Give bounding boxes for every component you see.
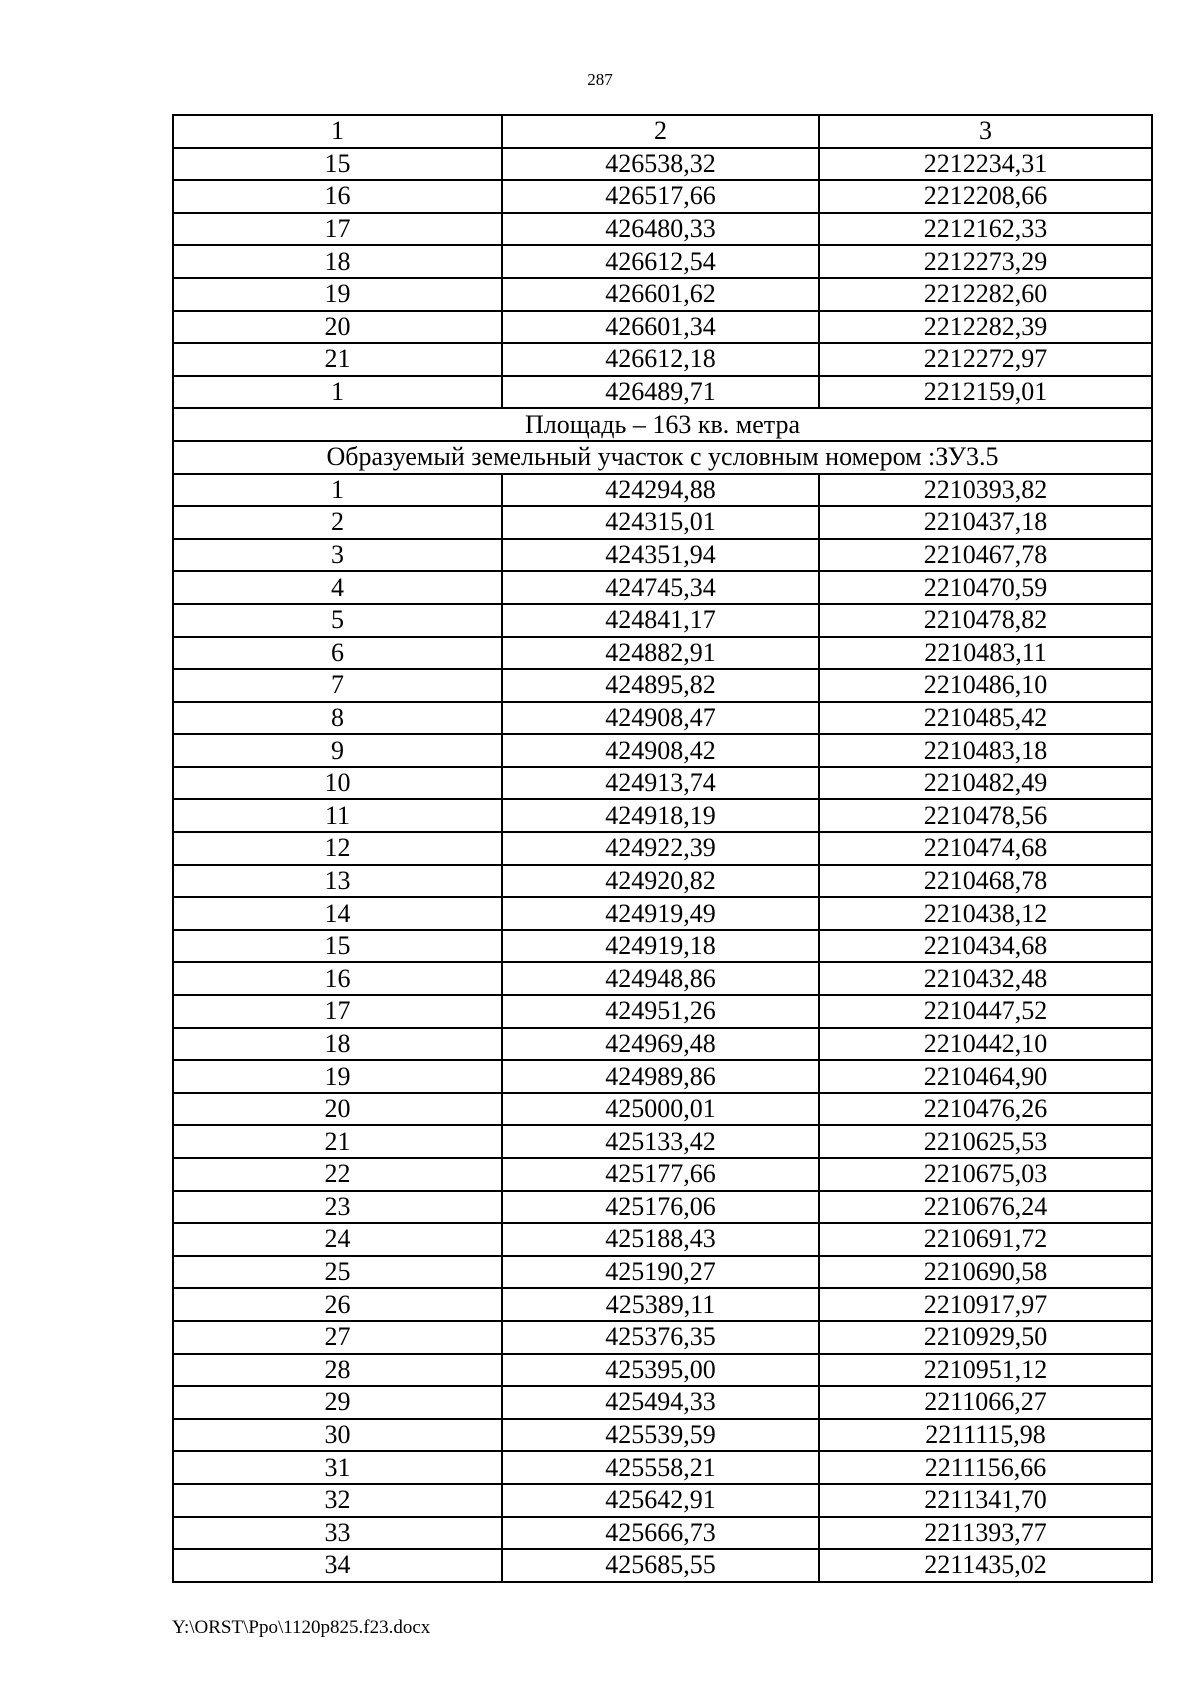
area-note-row	[173, 408, 1152, 441]
table-row	[173, 506, 1152, 539]
x-coordinate-cell: 425539,59	[502, 1419, 819, 1452]
point-number-cell: 10	[173, 767, 502, 800]
y-coordinate-cell: 2211156,66	[819, 1451, 1152, 1484]
point-number-cell: 20	[173, 311, 502, 344]
point-number-cell: 6	[173, 637, 502, 670]
table-row	[173, 278, 1152, 311]
y-coordinate-cell: 2210951,12	[819, 1354, 1152, 1387]
x-coordinate-cell: 425642,91	[502, 1484, 819, 1517]
x-coordinate-cell: 424913,74	[502, 767, 819, 800]
x-coordinate-cell: 425494,33	[502, 1386, 819, 1419]
x-coordinate-cell: 425000,01	[502, 1093, 819, 1126]
table-row	[173, 1354, 1152, 1387]
point-number-cell: 27	[173, 1321, 502, 1354]
x-coordinate-cell: 424294,88	[502, 474, 819, 507]
page-number: 287	[587, 70, 613, 89]
point-number-cell: 7	[173, 669, 502, 702]
column-header-2: 2	[502, 115, 819, 148]
point-number-cell: 1	[173, 474, 502, 507]
section-title: Образуемый земельный участок с условным номером :ЗУ3.5	[173, 441, 1152, 474]
point-number-cell: 16	[173, 962, 502, 995]
point-number-cell: 12	[173, 832, 502, 865]
point-number-cell: 24	[173, 1223, 502, 1256]
table-row	[173, 767, 1152, 800]
x-coordinate-cell: 425558,21	[502, 1451, 819, 1484]
y-coordinate-cell: 2211435,02	[819, 1549, 1152, 1582]
x-coordinate-cell: 424918,19	[502, 799, 819, 832]
y-coordinate-cell: 2210485,42	[819, 702, 1152, 735]
y-coordinate-cell: 2210691,72	[819, 1223, 1152, 1256]
table-row	[173, 180, 1152, 213]
x-coordinate-cell: 426517,66	[502, 180, 819, 213]
point-number-cell: 30	[173, 1419, 502, 1452]
point-number-cell: 15	[173, 148, 502, 181]
y-coordinate-cell: 2210478,56	[819, 799, 1152, 832]
x-coordinate-cell: 425685,55	[502, 1549, 819, 1582]
point-number-cell: 17	[173, 995, 502, 1028]
point-number-cell: 15	[173, 930, 502, 963]
x-coordinate-cell: 426489,71	[502, 376, 819, 409]
table-row	[173, 213, 1152, 246]
point-number-cell: 18	[173, 1028, 502, 1061]
y-coordinate-cell: 2210483,18	[819, 734, 1152, 767]
x-coordinate-cell: 424908,42	[502, 734, 819, 767]
column-header-3: 3	[819, 115, 1152, 148]
x-coordinate-cell: 424315,01	[502, 506, 819, 539]
y-coordinate-cell: 2210434,68	[819, 930, 1152, 963]
y-coordinate-cell: 2210929,50	[819, 1321, 1152, 1354]
y-coordinate-cell: 2210675,03	[819, 1158, 1152, 1191]
x-coordinate-cell: 424922,39	[502, 832, 819, 865]
y-coordinate-cell: 2210438,12	[819, 897, 1152, 930]
point-number-cell: 2	[173, 506, 502, 539]
table-row	[173, 1060, 1152, 1093]
table-row	[173, 1223, 1152, 1256]
y-coordinate-cell: 2210447,52	[819, 995, 1152, 1028]
table-row	[173, 897, 1152, 930]
y-coordinate-cell: 2211066,27	[819, 1386, 1152, 1419]
y-coordinate-cell: 2212234,31	[819, 148, 1152, 181]
y-coordinate-cell: 2212272,97	[819, 343, 1152, 376]
footer-file-path: Y:\ORST\Ppo\1120p825.f23.docx	[172, 1617, 431, 1638]
table-row	[173, 148, 1152, 181]
table-row	[173, 1028, 1152, 1061]
x-coordinate-cell: 424969,48	[502, 1028, 819, 1061]
y-coordinate-cell: 2211393,77	[819, 1517, 1152, 1550]
y-coordinate-cell: 2211115,98	[819, 1419, 1152, 1452]
section-title-row	[173, 441, 1152, 474]
table-row	[173, 376, 1152, 409]
y-coordinate-cell: 2210476,26	[819, 1093, 1152, 1126]
x-coordinate-cell: 425177,66	[502, 1158, 819, 1191]
x-coordinate-cell: 426612,54	[502, 245, 819, 278]
y-coordinate-cell: 2210486,10	[819, 669, 1152, 702]
table-row	[173, 799, 1152, 832]
x-coordinate-cell: 424908,47	[502, 702, 819, 735]
x-coordinate-cell: 424882,91	[502, 637, 819, 670]
table-row	[173, 1451, 1152, 1484]
y-coordinate-cell: 2210437,18	[819, 506, 1152, 539]
x-coordinate-cell: 425190,27	[502, 1256, 819, 1289]
x-coordinate-cell: 424951,26	[502, 995, 819, 1028]
table-row	[173, 1288, 1152, 1321]
y-coordinate-cell: 2210474,68	[819, 832, 1152, 865]
coordinates-table	[172, 114, 1153, 1583]
y-coordinate-cell: 2210625,53	[819, 1125, 1152, 1158]
point-number-cell: 1	[173, 376, 502, 409]
y-coordinate-cell: 2212273,29	[819, 245, 1152, 278]
table-row	[173, 1419, 1152, 1452]
x-coordinate-cell: 425188,43	[502, 1223, 819, 1256]
x-coordinate-cell: 424351,94	[502, 539, 819, 572]
table-row	[173, 311, 1152, 344]
point-number-cell: 21	[173, 1125, 502, 1158]
point-number-cell: 31	[173, 1451, 502, 1484]
y-coordinate-cell: 2210676,24	[819, 1191, 1152, 1224]
x-coordinate-cell: 426612,18	[502, 343, 819, 376]
x-coordinate-cell: 424919,18	[502, 930, 819, 963]
table-row	[173, 962, 1152, 995]
table-row	[173, 343, 1152, 376]
point-number-cell: 11	[173, 799, 502, 832]
y-coordinate-cell: 2210478,82	[819, 604, 1152, 637]
table-row	[173, 1484, 1152, 1517]
x-coordinate-cell: 425395,00	[502, 1354, 819, 1387]
point-number-cell: 22	[173, 1158, 502, 1191]
point-number-cell: 3	[173, 539, 502, 572]
coordinates-table-body	[173, 115, 1152, 1582]
x-coordinate-cell: 424919,49	[502, 897, 819, 930]
point-number-cell: 16	[173, 180, 502, 213]
table-row	[173, 1125, 1152, 1158]
point-number-cell: 4	[173, 571, 502, 604]
table-row	[173, 1517, 1152, 1550]
y-coordinate-cell: 2212208,66	[819, 180, 1152, 213]
y-coordinate-cell: 2210470,59	[819, 571, 1152, 604]
table-row	[173, 539, 1152, 572]
column-header-1: 1	[173, 115, 502, 148]
point-number-cell: 18	[173, 245, 502, 278]
y-coordinate-cell: 2210483,11	[819, 637, 1152, 670]
point-number-cell: 34	[173, 1549, 502, 1582]
point-number-cell: 26	[173, 1288, 502, 1321]
x-coordinate-cell: 425176,06	[502, 1191, 819, 1224]
x-coordinate-cell: 424745,34	[502, 571, 819, 604]
table-row	[173, 734, 1152, 767]
point-number-cell: 19	[173, 1060, 502, 1093]
y-coordinate-cell: 2212282,60	[819, 278, 1152, 311]
y-coordinate-cell: 2212282,39	[819, 311, 1152, 344]
table-row	[173, 865, 1152, 898]
table-row	[173, 637, 1152, 670]
table-row	[173, 1256, 1152, 1289]
y-coordinate-cell: 2210917,97	[819, 1288, 1152, 1321]
table-row	[173, 1093, 1152, 1126]
x-coordinate-cell: 426601,34	[502, 311, 819, 344]
y-coordinate-cell: 2211341,70	[819, 1484, 1152, 1517]
point-number-cell: 20	[173, 1093, 502, 1126]
point-number-cell: 25	[173, 1256, 502, 1289]
table-row	[173, 604, 1152, 637]
point-number-cell: 19	[173, 278, 502, 311]
point-number-cell: 8	[173, 702, 502, 735]
table-row	[173, 571, 1152, 604]
x-coordinate-cell: 426538,32	[502, 148, 819, 181]
table-row	[173, 245, 1152, 278]
x-coordinate-cell: 425376,35	[502, 1321, 819, 1354]
y-coordinate-cell: 2210393,82	[819, 474, 1152, 507]
y-coordinate-cell: 2210464,90	[819, 1060, 1152, 1093]
table-row	[173, 832, 1152, 865]
y-coordinate-cell: 2210690,58	[819, 1256, 1152, 1289]
x-coordinate-cell: 424895,82	[502, 669, 819, 702]
point-number-cell: 29	[173, 1386, 502, 1419]
point-number-cell: 33	[173, 1517, 502, 1550]
x-coordinate-cell: 424948,86	[502, 962, 819, 995]
point-number-cell: 32	[173, 1484, 502, 1517]
point-number-cell: 9	[173, 734, 502, 767]
point-number-cell: 14	[173, 897, 502, 930]
table-row	[173, 1158, 1152, 1191]
x-coordinate-cell: 425133,42	[502, 1125, 819, 1158]
table-row	[173, 702, 1152, 735]
point-number-cell: 23	[173, 1191, 502, 1224]
point-number-cell: 21	[173, 343, 502, 376]
table-row	[173, 995, 1152, 1028]
point-number-cell: 5	[173, 604, 502, 637]
table-row	[173, 474, 1152, 507]
y-coordinate-cell: 2212159,01	[819, 376, 1152, 409]
point-number-cell: 13	[173, 865, 502, 898]
area-note: Площадь – 163 кв. метра	[173, 408, 1152, 441]
point-number-cell: 28	[173, 1354, 502, 1387]
table-row	[173, 1549, 1152, 1582]
table-header-row	[173, 115, 1152, 148]
table-row	[173, 930, 1152, 963]
y-coordinate-cell: 2210432,48	[819, 962, 1152, 995]
y-coordinate-cell: 2210482,49	[819, 767, 1152, 800]
table-row	[173, 669, 1152, 702]
y-coordinate-cell: 2210467,78	[819, 539, 1152, 572]
y-coordinate-cell: 2210442,10	[819, 1028, 1152, 1061]
table-row	[173, 1191, 1152, 1224]
table-row	[173, 1321, 1152, 1354]
y-coordinate-cell: 2212162,33	[819, 213, 1152, 246]
x-coordinate-cell: 425389,11	[502, 1288, 819, 1321]
table-row	[173, 1386, 1152, 1419]
x-coordinate-cell: 426601,62	[502, 278, 819, 311]
x-coordinate-cell: 424989,86	[502, 1060, 819, 1093]
point-number-cell: 17	[173, 213, 502, 246]
y-coordinate-cell: 2210468,78	[819, 865, 1152, 898]
x-coordinate-cell: 425666,73	[502, 1517, 819, 1550]
x-coordinate-cell: 426480,33	[502, 213, 819, 246]
x-coordinate-cell: 424841,17	[502, 604, 819, 637]
x-coordinate-cell: 424920,82	[502, 865, 819, 898]
